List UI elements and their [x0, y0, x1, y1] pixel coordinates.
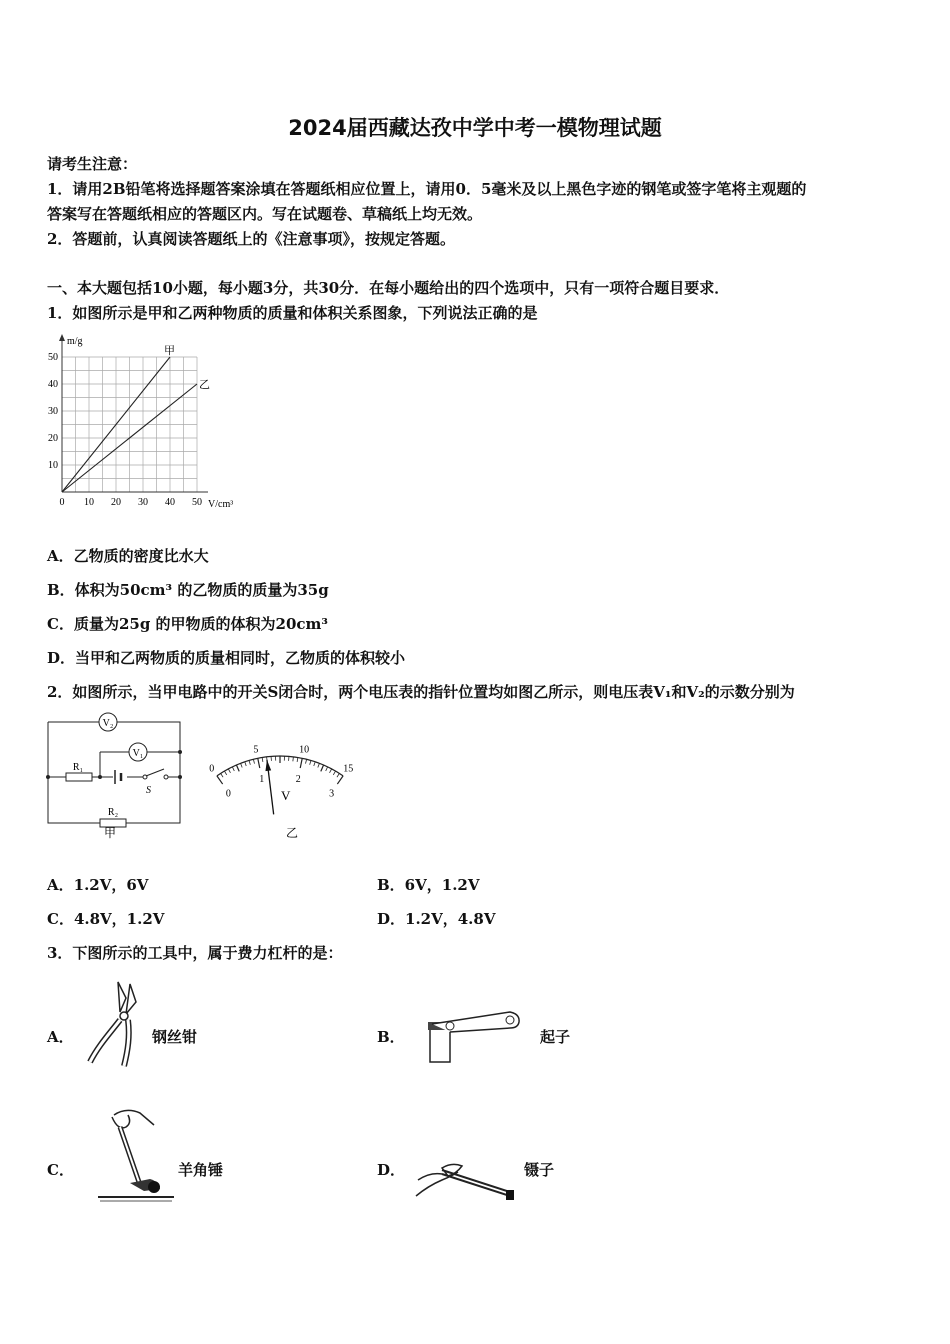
q3-option-c-letter[interactable]: C．	[47, 1161, 74, 1179]
notice-line-2: 2．答题前，认真阅读答题纸上的《注意事项》，按规定答题。	[47, 230, 455, 248]
dial-tick	[300, 758, 302, 768]
notice-line-1b: 答案写在答题纸相应的答题区内。写在试题卷、草稿纸上均无效。	[47, 205, 483, 223]
notice-heading: 请考生注意：	[47, 155, 138, 173]
r1-label: R₁	[72, 762, 84, 773]
dial-top-scale-label: 0	[209, 763, 215, 775]
series-label: 乙	[199, 379, 210, 391]
q1-option-b[interactable]: B．体积为50cm³ 的乙物质的质量为35g	[47, 581, 329, 599]
q2-option-a[interactable]: A．1.2V，6V	[47, 876, 149, 894]
q3-stem: 3．下图所示的工具中，属于费力杠杆的是：	[47, 944, 343, 962]
q2-stem: 2．如图所示，当甲电路中的开关S闭合时，两个电压表的指针位置均如图乙所示，则电压表V₁和V₂的示数分别为	[47, 683, 795, 701]
q1-mass-volume-chart	[40, 332, 255, 517]
dial-tick	[232, 767, 234, 771]
dial-tick	[314, 762, 315, 766]
y-tick-label: 20	[48, 433, 58, 444]
dial-tick	[306, 759, 307, 763]
x-tick-label: 30	[138, 497, 148, 508]
dial-bottom-scale-label: 2	[295, 773, 301, 785]
dial-tick	[333, 771, 335, 775]
q1-option-d[interactable]: D．当甲和乙两物质的质量相同时，乙物质的体积较小	[47, 649, 406, 667]
dial-bottom-scale-label: 1	[259, 773, 265, 785]
y-tick-label: 50	[48, 352, 58, 363]
x-axis-label: V/cm³	[208, 499, 234, 510]
y-axis-arrow	[59, 334, 65, 341]
switch-label: S	[146, 785, 151, 796]
series-label: 甲	[164, 345, 175, 357]
dial-tick	[245, 762, 246, 766]
dial-tick	[337, 776, 343, 784]
dial-tick	[310, 760, 311, 764]
q2-voltmeter-dial	[195, 718, 385, 848]
q3-option-d-name[interactable]: 镊子	[524, 1161, 555, 1179]
notice-line-1a: 1．请用2B铅笔将选择题答案涂填在答题纸相应位置上，请用0．5毫米及以上黑色字迹的钢笔或签字笔将主观题的	[47, 180, 807, 198]
dial-tick	[241, 763, 243, 767]
q1-option-c[interactable]: C．质量为25g 的甲物质的体积为20cm³	[47, 615, 328, 633]
chart-grid	[62, 357, 197, 492]
q1-stem: 1．如图所示是甲和乙两种物质的质量和体积关系图象，下列说法正确的是	[47, 304, 538, 322]
q2-option-d[interactable]: D．1.2V，4.8V	[377, 910, 496, 928]
v2-label: V₂	[102, 718, 114, 729]
dial-top-scale-label: 10	[299, 744, 310, 756]
q2-circuit-diagram	[40, 710, 190, 845]
dial-bottom-scale-label: 0	[225, 788, 231, 800]
pliers-icon	[80, 978, 146, 1070]
tweezers-icon	[412, 1150, 524, 1206]
resistor-r1	[66, 773, 92, 781]
r2-label: R₂	[107, 807, 119, 818]
dial-tick	[258, 758, 260, 768]
claw-hammer-icon	[96, 1105, 176, 1205]
dial-top-scale-label: 15	[343, 763, 354, 775]
dial-top-scale-label: 5	[253, 744, 259, 756]
dial-tick	[262, 757, 263, 761]
bottle-opener-icon	[420, 1006, 525, 1064]
dial-tick	[293, 757, 294, 761]
y-tick-label: 30	[48, 406, 58, 417]
v1-label: V₁	[132, 748, 144, 759]
dial-tick	[318, 763, 320, 767]
x-tick-label: 0	[59, 497, 65, 508]
dial-tick	[217, 776, 223, 784]
y-tick-label: 10	[48, 460, 58, 471]
dial-tick	[224, 771, 226, 775]
meter-caption: 乙	[285, 826, 299, 840]
dial-tick	[228, 769, 230, 773]
x-tick-label: 20	[111, 497, 121, 508]
q3-option-a-name[interactable]: 钢丝钳	[152, 1028, 198, 1046]
dial-tick	[326, 767, 328, 771]
dial-pointer-head	[265, 760, 271, 771]
dial-bottom-scale-label: 3	[329, 788, 335, 800]
dial-tick	[249, 760, 250, 764]
meter-unit: V	[281, 788, 291, 803]
y-tick-label: 40	[48, 379, 58, 390]
dial-tick	[337, 773, 339, 777]
dial-tick	[236, 765, 239, 771]
q3-option-a-letter[interactable]: A．	[47, 1028, 74, 1046]
section-1-heading: 一、本大题包括10小题，每小题3分，共30分．在每小题给出的四个选项中，只有一项符合题目要求．	[47, 279, 730, 297]
dial-tick	[330, 769, 332, 773]
y-axis-label: m/g	[67, 336, 83, 347]
circuit-caption: 甲	[103, 826, 117, 840]
x-tick-label: 50	[192, 497, 202, 508]
q1-option-a[interactable]: A．乙物质的密度比水大	[47, 547, 209, 565]
q3-option-d-letter[interactable]: D．	[377, 1161, 406, 1179]
dial-tick	[321, 765, 324, 771]
dial-tick	[253, 759, 254, 763]
x-tick-label: 10	[84, 497, 94, 508]
q3-option-c-name[interactable]: 羊角锤	[178, 1161, 224, 1179]
q3-option-b-name[interactable]: 起子	[540, 1028, 571, 1046]
x-tick-label: 40	[165, 497, 175, 508]
q2-option-c[interactable]: C．4.8V，1.2V	[47, 910, 165, 928]
q2-option-b[interactable]: B．6V，1.2V	[377, 876, 480, 894]
dial-tick	[297, 757, 298, 761]
page-title: 2024届西藏达孜中学中考一模物理试题	[288, 116, 662, 140]
q3-option-b-letter[interactable]: B．	[377, 1028, 405, 1046]
dial-tick	[221, 773, 223, 777]
